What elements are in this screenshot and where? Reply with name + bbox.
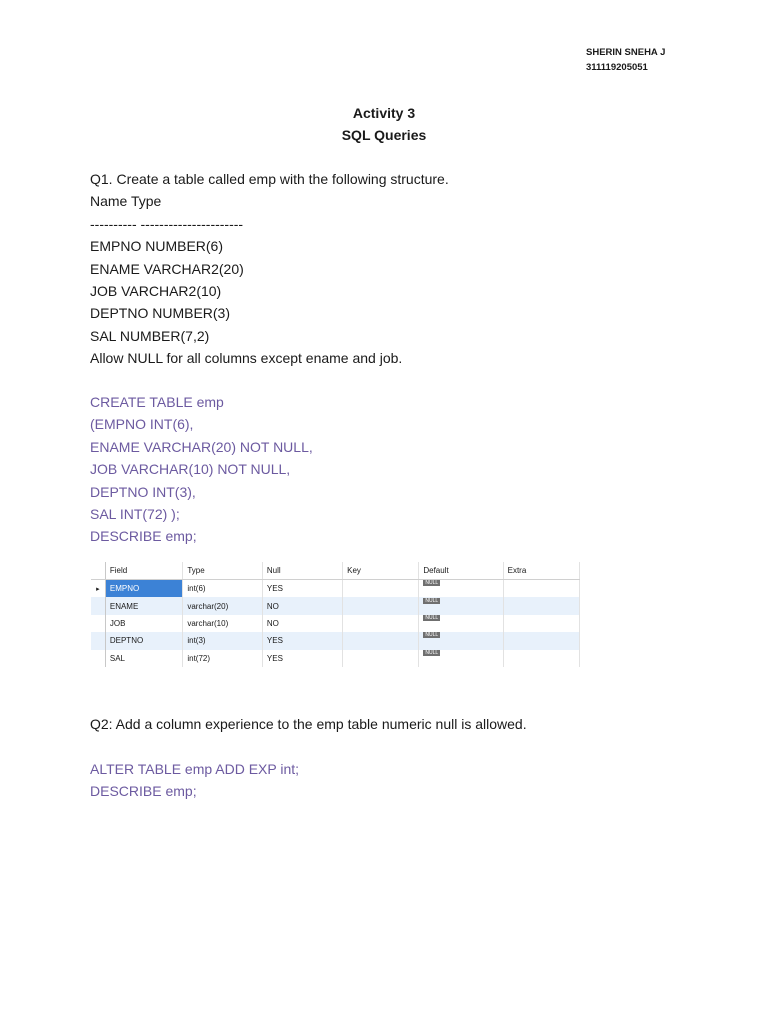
cell-type[interactable]: int(6) (183, 580, 263, 598)
cell-extra[interactable] (503, 615, 579, 632)
column-header-extra[interactable]: Extra (503, 562, 579, 580)
q1-question-block (90, 168, 449, 370)
document-title (0, 102, 768, 146)
author-block (586, 45, 665, 75)
describe-result-grid (91, 562, 580, 667)
cell-field[interactable]: DEPTNO (105, 632, 182, 649)
cell-default[interactable] (419, 615, 503, 632)
null-badge: NULL (425, 632, 439, 639)
q1-sql-code (90, 391, 313, 548)
row-gutter (91, 632, 105, 649)
cell-field[interactable]: ENAME (105, 597, 182, 614)
null-badge: NULL (425, 580, 439, 587)
cell-field[interactable]: SAL (105, 650, 182, 667)
row-gutter (91, 597, 105, 614)
row-gutter (91, 650, 105, 667)
code-line: DESCRIBE emp; (90, 783, 197, 800)
code-line: CREATE TABLE emp (90, 394, 224, 410)
table-row[interactable] (91, 580, 580, 598)
q1-line: ---------- ---------------------- (90, 215, 244, 232)
cell-default[interactable] (419, 580, 503, 598)
q2-question-block (90, 713, 527, 735)
author-name: SHERIN SNEHA J (586, 47, 666, 58)
cell-null[interactable]: YES (262, 632, 342, 649)
cell-type[interactable]: int(3) (183, 632, 263, 649)
cell-default[interactable] (419, 632, 503, 649)
code-line: DEPTNO INT(3), (90, 483, 196, 500)
cell-null[interactable]: YES (262, 650, 342, 667)
q2-question: Q2: Add a column experience to the emp table numeric null is allowed. (90, 716, 527, 732)
cell-field[interactable]: JOB (105, 615, 182, 632)
cell-null[interactable]: NO (262, 597, 342, 614)
cell-null[interactable]: YES (262, 580, 342, 598)
row-gutter (91, 562, 105, 580)
column-header-type[interactable]: Type (183, 562, 263, 580)
cell-type[interactable]: varchar(20) (183, 597, 263, 614)
author-id: 311119205051 (586, 62, 648, 73)
cell-key[interactable] (343, 632, 419, 649)
table-row[interactable] (91, 615, 580, 632)
cell-null[interactable]: NO (262, 615, 342, 632)
q1-line: EMPNO NUMBER(6) (90, 238, 224, 255)
cell-key[interactable] (343, 650, 419, 667)
current-row-arrow-icon: ▸ (91, 580, 105, 598)
null-badge: NULL (425, 614, 439, 621)
table-row[interactable] (91, 650, 580, 667)
cell-extra[interactable] (503, 580, 579, 598)
cell-extra[interactable] (503, 632, 579, 649)
code-line: ALTER TABLE emp ADD EXP int; (90, 761, 300, 777)
row-gutter (91, 615, 105, 632)
cell-default[interactable] (419, 650, 503, 667)
cell-key[interactable] (343, 597, 419, 614)
table-row[interactable] (91, 632, 580, 649)
code-line: SAL INT(72) ); (90, 505, 180, 522)
q1-line: ENAME VARCHAR2(20) (90, 260, 244, 277)
cell-extra[interactable] (503, 650, 579, 667)
q2-sql-code (90, 758, 299, 803)
cell-extra[interactable] (503, 597, 579, 614)
column-header-key[interactable]: Key (343, 562, 419, 580)
cell-field[interactable]: EMPNO (105, 580, 182, 598)
q1-line: Name Type (90, 193, 162, 210)
title-subject: SQL Queries (341, 127, 427, 143)
q1-line: DEPTNO NUMBER(3) (90, 305, 231, 322)
q1-line: Allow NULL for all columns except ename and job. (90, 350, 403, 367)
cell-type[interactable]: varchar(10) (183, 615, 263, 632)
code-line: (EMPNO INT(6), (90, 416, 194, 433)
column-header-field[interactable]: Field (105, 562, 182, 580)
null-badge: NULL (425, 649, 439, 656)
q1-line: Q1. Create a table called emp with the following structure. (90, 171, 449, 187)
cell-default[interactable] (419, 597, 503, 614)
title-activity: Activity 3 (352, 105, 416, 121)
table-row[interactable] (91, 597, 580, 614)
column-header-null[interactable]: Null (262, 562, 342, 580)
column-header-default[interactable]: Default (419, 562, 503, 580)
q1-line: JOB VARCHAR2(10) (90, 282, 222, 299)
cell-key[interactable] (343, 580, 419, 598)
code-line: JOB VARCHAR(10) NOT NULL, (90, 461, 291, 478)
grid-header-row (91, 562, 580, 580)
cell-key[interactable] (343, 615, 419, 632)
code-line: DESCRIBE emp; (90, 528, 197, 545)
cell-type[interactable]: int(72) (183, 650, 263, 667)
q1-line: SAL NUMBER(7,2) (90, 327, 210, 344)
null-badge: NULL (425, 597, 439, 604)
code-line: ENAME VARCHAR(20) NOT NULL, (90, 438, 313, 455)
